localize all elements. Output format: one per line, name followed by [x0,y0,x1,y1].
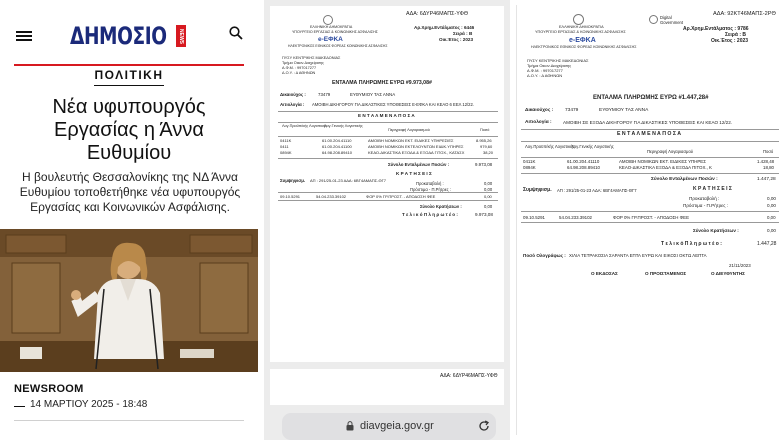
final-payable-label: Τ ε λ ι κ ό Π λ η ρ ω τ έ ο : [661,241,722,247]
reload-icon[interactable] [478,420,490,432]
header-line: ΕΛΛΗΝΙΚΗ ΔΗΜΟΚΡΑΤΙΑ [559,25,604,29]
order-title: ΕΝΤΑΛΜΑ ΠΛΗΡΩΜΗΣ ΕΥΡΩ #9.973,08# [332,80,432,86]
article-lead: Η βουλευτής Θεσσαλονίκης της ΝΔ Άννα Ευθυμίου τοποθετήθηκε νέα υφυπουργός Εργασίας και Κοινωνικών Ασφάλισης. [19,170,241,214]
headline-line: Νέα υφυπουργός [52,96,206,118]
fee-account: 54.04.233.39102 [316,194,347,199]
efka-logo: e-ΕΦΚΑ [318,36,343,43]
payment-order-document-1 [270,6,504,362]
penalties-label: Πρόστιμα - Π.Ρήτρες : [683,203,728,208]
reason-text: ΑΜΟΙΒΗ ΔΙΚΗΓΟΡΟΥ ΓΙΑ ΔΙΚΑΣΤΙΚΕΣ ΥΠΟΘΕΣΕΙΣ Ε-ΕΦΚΑ ΚΑΙ ΚΕΑΟ 6 ΕΕΛ 12/22. [312,102,475,107]
article-headline [10,96,248,165]
next-page-strip [270,369,504,405]
ada-code: ΑΔΑ: 6ΔΥΡ46ΜΑΠΣ-ΥΦΘ [406,11,469,17]
greek-state-seal-icon [323,15,333,25]
offset-text: ΑΠ : 291/25-01-23 ΑΔΑ: 6ΒΓ4ΑΜΑΠΣ-ΘΓ7 [310,178,387,183]
fee-value: 0,00 [484,194,492,199]
table-cell: 8.955,26 [476,138,492,143]
footer-divider [14,420,244,421]
col-header: Περιγραφή Λογαριασμού [647,149,694,154]
news-article-panel [0,0,258,440]
ada-code: ΑΔΑ: 92ΚΤ46ΜΑΠΣ-2ΡΘ [713,11,776,17]
fee-description: ΦΟΡ 0% ΓΡ.ΠΡΟΣΤ. - ΑΠΟΔΟΣΗ ΦΕΕ [613,215,690,220]
beneficiary-code: 73479 [565,108,579,113]
table-cell: ΑΜΟΙΒΗ ΝΟΜΙΚΩΝ ΕΚΤ. ΕΙΔΙΚΕΣ ΥΠΗΡΕΣΙΕΣ [368,138,454,143]
issuer-line: Τμήμα Οικον.Διαχείρισης [282,61,324,65]
greek-state-seal-icon [573,14,584,25]
lock-icon [346,421,354,431]
issuer-line: Τμήμα Οικον.Διαχείρισης [527,63,572,68]
table-border [278,200,498,201]
table-cell: 0411 [280,144,289,149]
deductions-title: Κ Ρ Α Τ Η Σ Ε Ι Σ [396,171,432,176]
advance-value: 0,00 [767,196,776,201]
efka-subtitle: ΗΛΕΚΤΡΟΝΙΚΟΣ ΕΘΝΙΚΟΣ ΦΟΡΕΑΣ ΚΟΙΝΩΝΙΚΗΣ ΑΣΦΑΛΙΣΗΣ [288,44,388,48]
headline-line: Εργασίας η Άννα [54,119,204,141]
article-author[interactable]: NEWSROOM [14,383,84,395]
headline-line: Ευθυμίου [86,142,172,164]
table-border [521,211,779,212]
table-title: Ε Ν Τ Α Λ Μ Ε Ν Α Π Ο Σ Α [358,113,415,118]
offset-label: Συμψηφισμ. [280,178,306,183]
header-line: ΥΠΟΥΡΓΕΙΟ ΕΡΓΑΣΙΑΣ & ΚΟΙΝΩΝΙΚΗΣ ΑΣΦΑΛΙΣΗΣ [292,30,378,34]
penalties-label: Πρόστιμα - Π.Ρήτρες : [410,187,452,192]
next-page-ada: ΑΔΑ: 6ΔΥΡ46ΜΑΠΣ-ΥΦΘ [440,373,498,379]
col-header: Ποσό [480,128,490,132]
issuer-line: Δ.Ο.Υ. : Δ ΑΘΗΝΩΝ [282,71,316,75]
sign-date: 21/11/2023 [729,263,751,268]
total-label: Σύνολο Ενταλμένων Ποσών : [388,162,450,167]
reason-label: Αιτιολογία : [280,102,305,107]
reason-text: ΑΜΟΙΒΗ ΣΕ ΕΞΟΔΑ ΔΙΚΗΓΟΡΟΥ ΓΙΑ ΔΙΚΑΣΤΙΚΕΣ ΥΠΟΘΕΣΕΙΣ ΚΑΙ ΚΕΑΟ 12/22. [563,120,733,125]
table-border [278,158,498,159]
header-divider [14,64,244,66]
category-underline [94,85,164,86]
table-cell: ΚΕΑΟ-ΔΙΚΑΣΤΙΚΑ ΕΞΟΔΑ & ΕΞΟΔΑ ΓΙΤΟΧ., ΚΑΤΑΣΧ [368,150,465,155]
offset-text: ΑΠ : 291/25-01-23 ΑΔΑ: 6ΒΓ4ΑΜΑΠΣ-ΘΓ7 [557,188,637,193]
phone-browser-screenshot [264,0,510,440]
order-series: Σειρά : Β [453,31,473,36]
table-border [278,122,498,123]
order-number: Αρ.Χρημ.Εντάλματος : 9786 [683,26,749,32]
final-payable-label: Τ ε λ ι κ ό Π λ η ρ ω τ έ ο : [402,212,458,217]
table-cell: 0894Κ [280,150,292,155]
beneficiary-label: Δικαιούχος : [525,108,554,113]
table-border [278,136,498,137]
fiscal-year: Οικ.Έτος : 2023 [439,37,474,42]
address-bar[interactable] [282,413,496,440]
site-logo-badge: NEWS [176,25,186,47]
fee-code: 09.10.5291 [280,194,301,199]
fiscal-year: Οικ.Έτος : 2023 [711,38,749,44]
advance-value: 0,00 [484,181,493,186]
fee-account: 54.04.233.39102 [559,215,592,220]
efka-subtitle: ΗΛΕΚΤΡΟΝΙΚΟΣ ΕΘΝΙΚΟΣ ΦΟΡΕΑΣ ΚΟΙΝΩΝΙΚΗΣ ΑΣΦΑΛΙΣΗΣ [531,45,637,49]
site-logo[interactable] [70,22,182,50]
advance-label: Προκαταβολή : [416,181,444,186]
signature-label: Ο ΠΡΟΙΣΤΑΜΕΝΟΣ [645,271,687,276]
url-text[interactable]: diavgeia.gov.gr [360,420,434,432]
signature-label: Ο ΔΙΕΥΘΥΝΤΗΣ [711,271,745,276]
search-icon[interactable] [229,26,243,40]
beneficiary-code: 73479 [318,92,331,97]
table-cell: 0894Κ [523,165,536,170]
table-border [521,141,779,142]
deductions-total-value: 0,00 [484,204,493,209]
payment-order-document-2 [516,5,782,435]
article-photo [0,229,258,372]
issuer-line: Α.Φ.Μ. : 997017277 [527,68,563,73]
table-cell: 61.00.204.41100 [322,144,352,149]
table-cell: 979,60 [480,144,493,149]
header-line: ΥΠΟΥΡΓΕΙΟ ΕΡΓΑΣΙΑΣ & ΚΟΙΝΩΝΙΚΗΣ ΑΣΦΑΛΙΣΗΣ [535,30,626,34]
table-title: Ε Ν Τ Α Λ Μ Ε Ν Α Π Ο Σ Α [617,131,682,137]
issuer-line: ΠΥΣΥ ΚΕΝΤΡΙΚΗΣ ΜΑΚΕΔΟΝΙΑΣ [282,56,341,60]
news-header [0,14,258,54]
table-cell: 38,20 [483,150,494,155]
penalties-value: 0,00 [484,187,493,192]
col-header: Λογ.Προϋπ/κής Λογιστικής [525,144,575,149]
final-payable-value: 9.973,08 [475,212,493,217]
col-header: Ποσό [763,149,774,154]
table-cell: 64.98.208.89410 [322,150,353,155]
order-series: Σειρά : Β [725,32,746,38]
fee-code: 09.10.5291 [523,215,545,220]
fee-description: ΦΟΡ 0% ΓΡ.ΠΡΟΣΤ. - ΑΠΟΔΟΣΗ ΦΕΕ [366,194,436,199]
penalties-value: 0,00 [767,203,776,208]
total-label: Σύνολο Ενταλμένων Ποσών : [651,177,718,182]
deductions-total-label: Σύνολο Κρατήσεων : [420,204,462,209]
beneficiary-name: ΕΥΘΥΜΙΟΥ ΤΑΣ ΑΝΝΑ [599,108,649,113]
category-label[interactable]: ΠΟΛΙΤΙΚΗ [94,68,164,82]
issuer-line: Δ.Ο.Υ. : Δ ΑΘΗΝΩΝ [527,73,563,78]
efka-logo: e-ΕΦΚΑ [569,37,596,44]
col-header: Λογ.Γενικής Λογιστικής [571,144,614,149]
table-cell: ΑΜΟΙΒΗ ΝΟΜΙΚΩΝ ΕΚΤ. ΕΙΔΙΚΕΣ ΥΠΗΡΕΣ [619,159,706,164]
amount-words-label: Ποσό Ολογράφως : [523,253,566,258]
deductions-title: Κ Ρ Α Τ Η Σ Ε Ι Σ [693,186,732,192]
article-date: 14 ΜΑΡΤΙΟΥ 2025 - 18:48 [30,399,148,410]
reason-label: Αιτιολογία : [525,120,552,125]
beneficiary-label: Δικαιούχος : [280,92,306,97]
issuer-line: ΠΥΣΥ ΚΕΝΤΡΙΚΗΣ ΜΑΚΕΔΟΝΙΑΣ [527,58,589,63]
table-cell: 61.00.204.41110 [567,159,600,164]
digital-gov-seal-icon [649,15,658,24]
deductions-total-label: Σύνολο Κρατήσεων : [693,228,739,233]
digital-gov-label: Government [660,20,684,25]
final-payable-value: 1.447,28 [757,241,777,247]
signature-label: Ο ΕΚΔΟΣΑΣ [591,271,618,276]
table-border [521,157,779,158]
table-cell: 0411Κ [523,159,536,164]
table-border [521,129,779,130]
table-cell: 64.98.208.89410 [567,165,600,170]
beneficiary-name: ΕΥΘΥΜΙΟΥ ΤΑΣ ΑΝΝΑ [350,92,396,97]
site-logo-text: ΔΗΜΟΣΙΟ [70,22,167,50]
digital-gov-label: Digital [660,15,672,20]
table-cell: 0411Κ [280,138,292,143]
date-dash [14,406,25,407]
menu-icon[interactable] [16,31,32,41]
table-cell: 1.428,48 [757,159,775,164]
offset-label: Συμψηφισμ. [523,187,552,193]
col-header: Περιγραφή Λογαριασμού [388,128,430,132]
table-border [278,111,498,112]
amount-words: ΧΙΛΙΑ ΤΕΤΡΑΚΟΣΙΑ ΣΑΡΑΝΤΑ ΕΠΤΑ ΕΥΡΩ ΚΑΙ ΕΙΚΟΣΙ ΟΚΤΩ ΛΕΠΤΑ [569,253,707,258]
table-cell: 18,80 [763,165,774,170]
col-header: Λογ.Προϋπ/κής Λογιστικής [282,124,327,128]
fee-value: 0,00 [767,215,776,220]
header-line: ΕΛΛΗΝΙΚΗ ΔΗΜΟΚΡΑΤΙΑ [310,25,353,29]
advance-label: Προκαταβολή : [689,196,720,201]
table-border [278,192,498,193]
deductions-total-value: 0,00 [767,228,776,233]
table-border [521,222,779,223]
total-value: 9.973,08 [475,162,493,167]
table-cell: ΚΕΑΟ-ΔΙΚΑΣΤΙΚΑ ΕΞΟΔΑ & ΕΞΟΔΑ ΠΙΤΟΧ., Κ [619,165,712,170]
col-header: Λογ.Γενικής Λογιστικής [324,124,363,128]
order-title: ΕΝΤΑΛΜΑ ΠΛΗΡΩΜΗΣ ΕΥΡΩ #1.447,28# [593,95,709,101]
total-value: 1.447,28 [757,177,776,182]
table-cell: 61.00.204.41110 [322,138,352,143]
table-border [521,173,779,174]
order-number: Αρ.Χρημ.Εντάλματος : 6446 [414,25,475,30]
issuer-line: Α.Φ.Μ. : 997017277 [282,66,317,70]
table-cell: ΑΜΟΙΒΗ ΝΟΜΙΚΩΝ ΕΚΤΕΛΟΥΝΤΩΝ ΕΙΔΙΚ.ΥΠΗΡΕΣ [368,144,464,149]
